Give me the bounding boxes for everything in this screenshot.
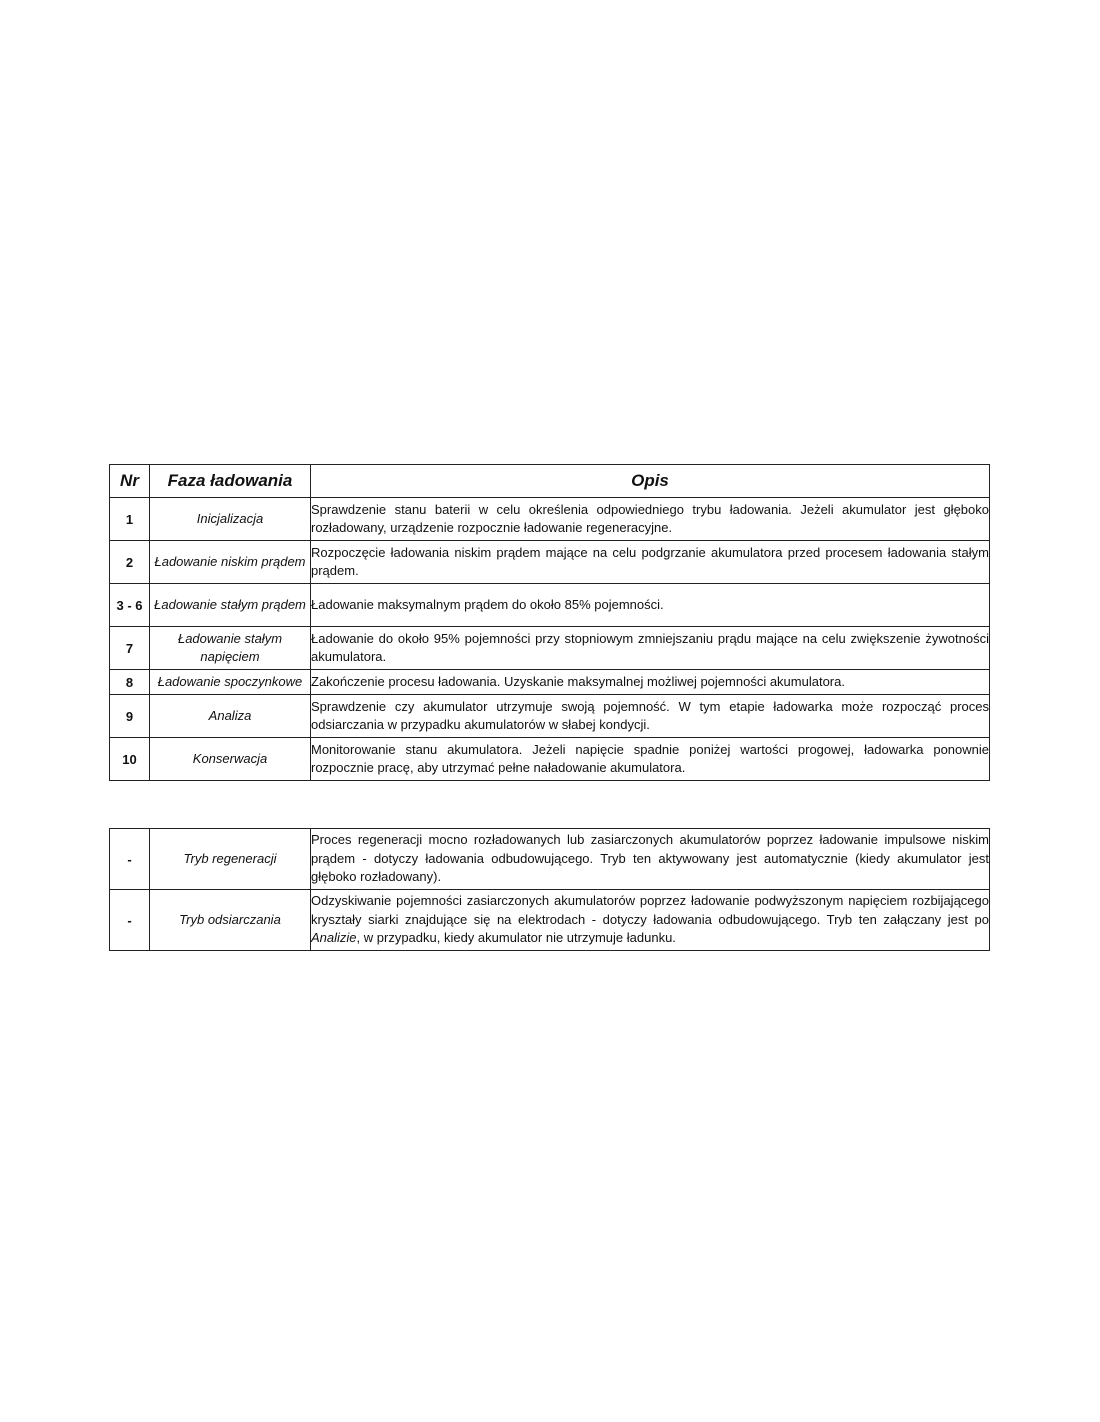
row-nr: 1 bbox=[110, 498, 150, 541]
table-row bbox=[110, 890, 990, 951]
desc-text: , w przypadku, kiedy akumulator nie utrzymuje ładunku. bbox=[356, 930, 676, 946]
row-nr: 2 bbox=[110, 541, 150, 584]
row-phase: Tryb odsiarczania bbox=[150, 890, 311, 951]
desc-emphasis: Analizie bbox=[311, 930, 357, 946]
row-phase: Ładowanie niskim prądem bbox=[150, 541, 311, 584]
row-phase: Ładowanie spoczynkowe bbox=[150, 670, 311, 695]
row-phase: Tryb regeneracji bbox=[150, 829, 311, 890]
special-modes-table bbox=[109, 828, 990, 951]
header-desc: Opis bbox=[311, 465, 990, 498]
table-header-row bbox=[110, 465, 990, 498]
table-row bbox=[110, 695, 990, 738]
table-row bbox=[110, 670, 990, 695]
row-desc: Ładowanie maksymalnym prądem do około 85% pojemności. bbox=[311, 584, 990, 627]
table-row bbox=[110, 584, 990, 627]
table-row bbox=[110, 627, 990, 670]
row-desc: Sprawdzenie czy akumulator utrzymuje swoją pojemność. W tym etapie ładowarka może rozpocząć proces odsiarczania w przypadku akumulatorów w słabej kondycji. bbox=[311, 695, 990, 738]
row-phase: Analiza bbox=[150, 695, 311, 738]
row-desc: Proces regeneracji mocno rozładowanych lub zasiarczonych akumulatorów poprzez ładowanie impulsowe niskim prądem - dotyczy ładowania odbudowującego. Tryb ten aktywowany jest automatycznie (kiedy akumulator jest głęboko rozładowany). bbox=[311, 829, 990, 890]
row-desc: Ładowanie do około 95% pojemności przy stopniowym zmniejszaniu prądu mające na celu zwiększenie żywotności akumulatora. bbox=[311, 627, 990, 670]
row-desc bbox=[311, 890, 990, 951]
row-nr: - bbox=[110, 890, 150, 951]
row-desc: Zakończenie procesu ładowania. Uzyskanie maksymalnej możliwej pojemności akumulatora. bbox=[311, 670, 990, 695]
table-row bbox=[110, 738, 990, 781]
row-nr: 8 bbox=[110, 670, 150, 695]
row-desc: Rozpoczęcie ładowania niskim prądem mające na celu podgrzanie akumulatora przed procesem ładowania stałym prądem. bbox=[311, 541, 990, 584]
table-row bbox=[110, 541, 990, 584]
row-phase: Konserwacja bbox=[150, 738, 311, 781]
charging-phases-table bbox=[109, 464, 990, 781]
row-desc: Monitorowanie stanu akumulatora. Jeżeli napięcie spadnie poniżej wartości progowej, ładowarka ponownie rozpocznie pracę, aby utrzymać pełne naładowanie akumulatora. bbox=[311, 738, 990, 781]
table-row bbox=[110, 498, 990, 541]
row-nr: 9 bbox=[110, 695, 150, 738]
row-nr: 10 bbox=[110, 738, 150, 781]
header-nr: Nr bbox=[110, 465, 150, 498]
row-phase: Ładowanie stałym napięciem bbox=[150, 627, 311, 670]
row-nr: - bbox=[110, 829, 150, 890]
header-phase: Faza ładowania bbox=[150, 465, 311, 498]
row-phase: Inicjalizacja bbox=[150, 498, 311, 541]
row-desc: Sprawdzenie stanu baterii w celu określenia odpowiedniego trybu ładowania. Jeżeli akumulator jest głęboko rozładowany, urządzenie rozpocznie ładowanie regeneracyjne. bbox=[311, 498, 990, 541]
row-phase: Ładowanie stałym prądem bbox=[150, 584, 311, 627]
row-nr: 7 bbox=[110, 627, 150, 670]
row-nr: 3 - 6 bbox=[110, 584, 150, 627]
table-row bbox=[110, 829, 990, 890]
desc-text: Odzyskiwanie pojemności zasiarczonych akumulatorów poprzez ładowanie podwyższonym napięciem rozbijającego kryształy siarki znajdujące się na elektrodach - dotyczy ładowania odbudowującego. Tryb ten załączany jest po bbox=[311, 893, 989, 927]
